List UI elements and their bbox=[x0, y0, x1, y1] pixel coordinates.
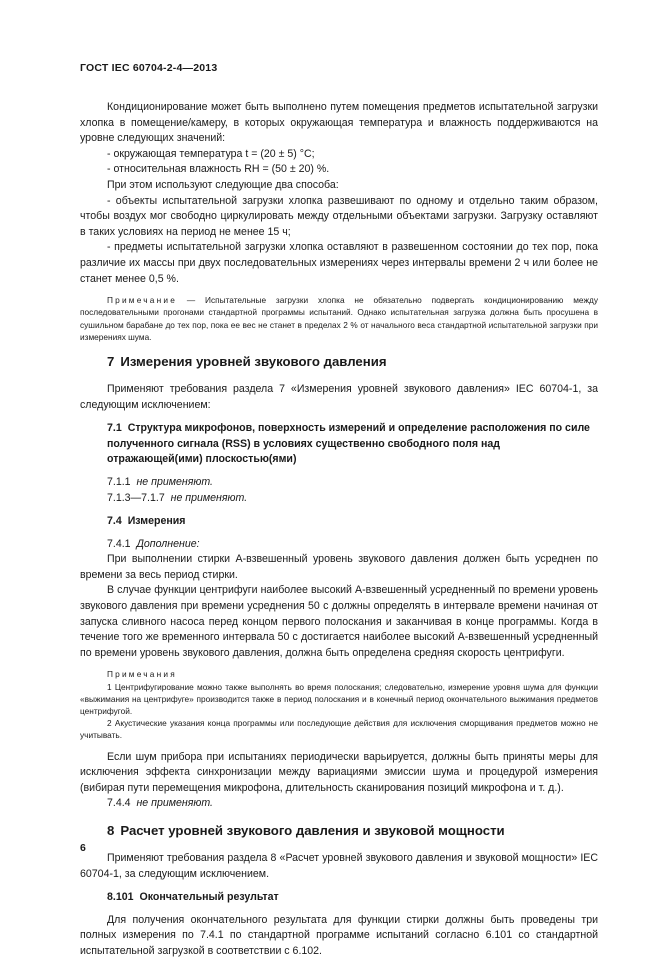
section-title: Расчет уровней звукового давления и звуковой мощности bbox=[120, 823, 505, 839]
clause-text: не применяют. bbox=[136, 797, 213, 810]
section-8-heading bbox=[80, 823, 598, 839]
page-body bbox=[80, 100, 598, 960]
subsection-number: 7.1 bbox=[107, 422, 122, 435]
list-item: - относительная влажность RH = (50 ± 20) %. bbox=[107, 163, 330, 176]
clause-7-4-1 bbox=[80, 537, 598, 553]
paragraph: Применяют требования раздела 8 «Расчет уровней звукового давления и звуковой мощности» IEC 60704-1, за следующим исключением. bbox=[80, 852, 598, 880]
clause-text: не применяют. bbox=[170, 491, 248, 504]
note bbox=[80, 294, 598, 343]
clause-7-1-3 bbox=[80, 491, 598, 507]
paragraph: В случае функции центрифуги наиболее высокий А-взвешенный усредненный по времени уровень звукового давления при времени усреднения 50 с должны определять в интервале времени начиная от запуска сливного насоса перед концом первого полоскания и заканчивая в конце программы. Когда в течение того же временного интервала 50 с достигается наиболее высокий А-взвешенный усредненный по времени уровень звукового давления, должна быть определена средняя скорость центрифуги. bbox=[80, 584, 598, 659]
subsection-number: 8.101 bbox=[107, 891, 134, 904]
clause-number: 7.1.1 bbox=[107, 475, 131, 488]
document-header: ГОСТ IEC 60704-2-4—2013 bbox=[80, 62, 218, 74]
clause-text: Дополнение: bbox=[136, 537, 200, 550]
paragraph: При выполнении стирки А-взвешенный уровень звукового давления должен быть усреднен по времени за весь период стирки. bbox=[80, 553, 598, 581]
note-1: 1 Центрифугирование можно также выполнять во время полоскания; следовательно, измерение уровня шума для функции «выжимания на центрифуге» производится также в период полоскания и в конечный период окончательного выжимания предметов центрифугой. bbox=[80, 681, 598, 717]
clause-number: 7.4.4 bbox=[107, 797, 131, 810]
clause-number: 7.1.3—7.1.7 bbox=[107, 491, 165, 504]
page-number: 6 bbox=[80, 842, 86, 854]
subsection-title: Структура микрофонов, поверхность измерений и определение расположения по силе полученного сигнала (RSS) в условиях существенно свободного поля над отражающей(ими) плоскостью(ями) bbox=[107, 422, 590, 466]
paragraph: Кондиционирование может быть выполнено путем помещения предметов испытательной загрузки хлопка в помещение/камеру, в которых окружающая температура и влажность поддерживаются на уровне следующих значений: bbox=[80, 101, 598, 145]
section-title: Измерения уровней звукового давления bbox=[120, 353, 387, 369]
list-item: - объекты испытательной загрузки хлопка развешивают по одному и отдельно таким образом, чтобы воздух мог свободно циркулировать между отдельными объектами загрузки. Загрузку оставляют в таких условиях на период не менее 15 ч; bbox=[80, 194, 598, 238]
section-number: 7 bbox=[107, 353, 115, 369]
subsection-7-4-heading bbox=[80, 514, 598, 530]
notes-label-text: Примечания bbox=[107, 669, 177, 680]
list-item: - предметы испытательной загрузки хлопка оставляют в развешенном состоянии до тех пор, пока различие их массы при двух последовательных измерениях через интервалы времени 2 ч или более не станет менее 0,5 %. bbox=[80, 241, 598, 285]
subsection-title: Измерения bbox=[127, 515, 186, 528]
section-7-heading bbox=[80, 354, 598, 370]
note-2: 2 Акустические указания конца программы или последующие действия для исключения сморщивания предметов можно не учитывать. bbox=[80, 718, 598, 741]
paragraph: Применяют требования раздела 7 «Измерения уровней звукового давления» IEC 60704-1, за следующим исключением: bbox=[80, 382, 598, 411]
notes-label bbox=[80, 668, 598, 680]
list-item: - окружающая температура t = (20 ± 5) °С; bbox=[107, 147, 315, 160]
clause-text: не применяют. bbox=[136, 475, 213, 488]
subsection-number: 7.4 bbox=[107, 515, 122, 528]
subsection-title: Окончательный результат bbox=[139, 891, 279, 904]
clause-number: 7.4.1 bbox=[107, 537, 131, 550]
paragraph: При этом используют следующие два способа: bbox=[107, 178, 339, 191]
note-label: Примечание bbox=[107, 295, 178, 306]
note-text: — Испытательные загрузки хлопка не обязательно подвергать кондиционированию между последовательными прогонами стандартной программы испытаний. Однако испытательная загрузка должна быть просушена в сушильном барабане до тех пор, пока ее вес не станет в пределах 2 % от начального веса стандартной испытательной загрузки при измерениях шума. bbox=[80, 295, 598, 342]
subsection-8-101-heading bbox=[80, 890, 598, 906]
section-number: 8 bbox=[107, 823, 115, 839]
clause-7-1-1 bbox=[80, 475, 598, 491]
subsection-7-1-heading bbox=[80, 421, 598, 468]
paragraph: Если шум прибора при испытаниях периодически варьируется, должны быть приняты меры для исключения эффекта синхронизации между вариациями эмиссии шума и процедурой измерения (вибирая пути перемещения микрофона, длительность сканирования позиций микрофона и т. д.). bbox=[80, 750, 598, 794]
paragraph: Для получения окончательного результата для функции стирки должны быть проведены три полных измерения по 7.4.1 по стандартной программе испытаний согласно 6.101 со стандартной испытательной загрузкой в соответствии с 6.102. bbox=[80, 913, 598, 957]
clause-7-4-4 bbox=[80, 796, 598, 812]
